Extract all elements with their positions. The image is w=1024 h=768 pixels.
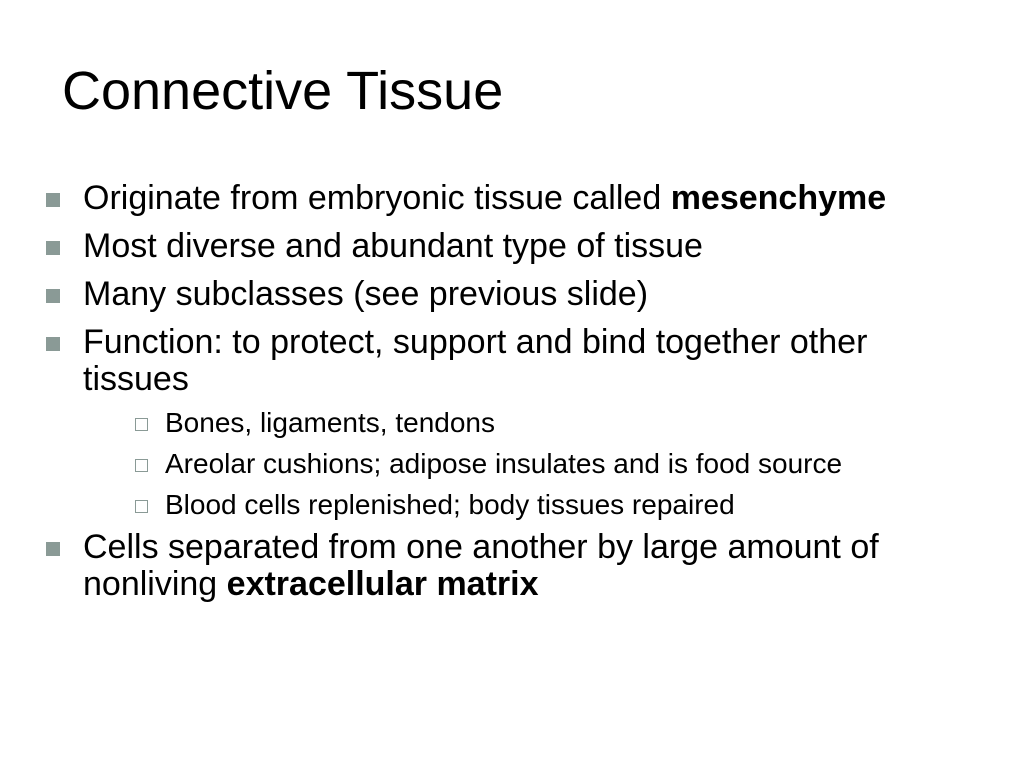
sub-bullet-text: Areolar cushions; adipose insulates and is food source: [165, 448, 843, 479]
bullet-text: Most diverse and abundant type of tissue: [83, 227, 703, 265]
bullet-item: [46, 180, 926, 217]
bullet-text: Originate from embryonic tissue called: [83, 179, 671, 217]
filled-square-bullet-icon: [46, 337, 60, 351]
hollow-square-bullet-icon: [135, 500, 148, 513]
hollow-square-bullet-icon: [135, 459, 148, 472]
bullet-bold-term: extracellular matrix: [226, 565, 539, 603]
bullet-text: Function: to protect, support and bind together other tissues: [83, 323, 868, 398]
sub-bullet-text: Bones, ligaments, tendons: [165, 407, 495, 438]
bullet-item: [46, 228, 926, 265]
bullet-item: [46, 324, 926, 521]
sub-bullet-item: [120, 448, 926, 480]
filled-square-bullet-icon: [46, 241, 60, 255]
bullet-item: [46, 276, 926, 313]
sub-bullet-item: [120, 489, 926, 521]
sub-bullet-text: Blood cells replenished; body tissues repaired: [165, 489, 735, 520]
filled-square-bullet-icon: [46, 193, 60, 207]
sub-bullet-list: [83, 407, 926, 521]
bullet-text: Many subclasses (see previous slide): [83, 275, 649, 313]
bullet-item: [46, 529, 926, 603]
filled-square-bullet-icon: [46, 542, 60, 556]
slide-title: Connective Tissue: [62, 61, 504, 121]
hollow-square-bullet-icon: [135, 418, 148, 431]
bullet-bold-term: mesenchyme: [670, 179, 887, 217]
sub-bullet-item: [120, 407, 926, 439]
filled-square-bullet-icon: [46, 289, 60, 303]
slide-body: [46, 180, 926, 614]
bullet-text: Cells separated from one another by large amount of nonliving: [83, 528, 879, 603]
